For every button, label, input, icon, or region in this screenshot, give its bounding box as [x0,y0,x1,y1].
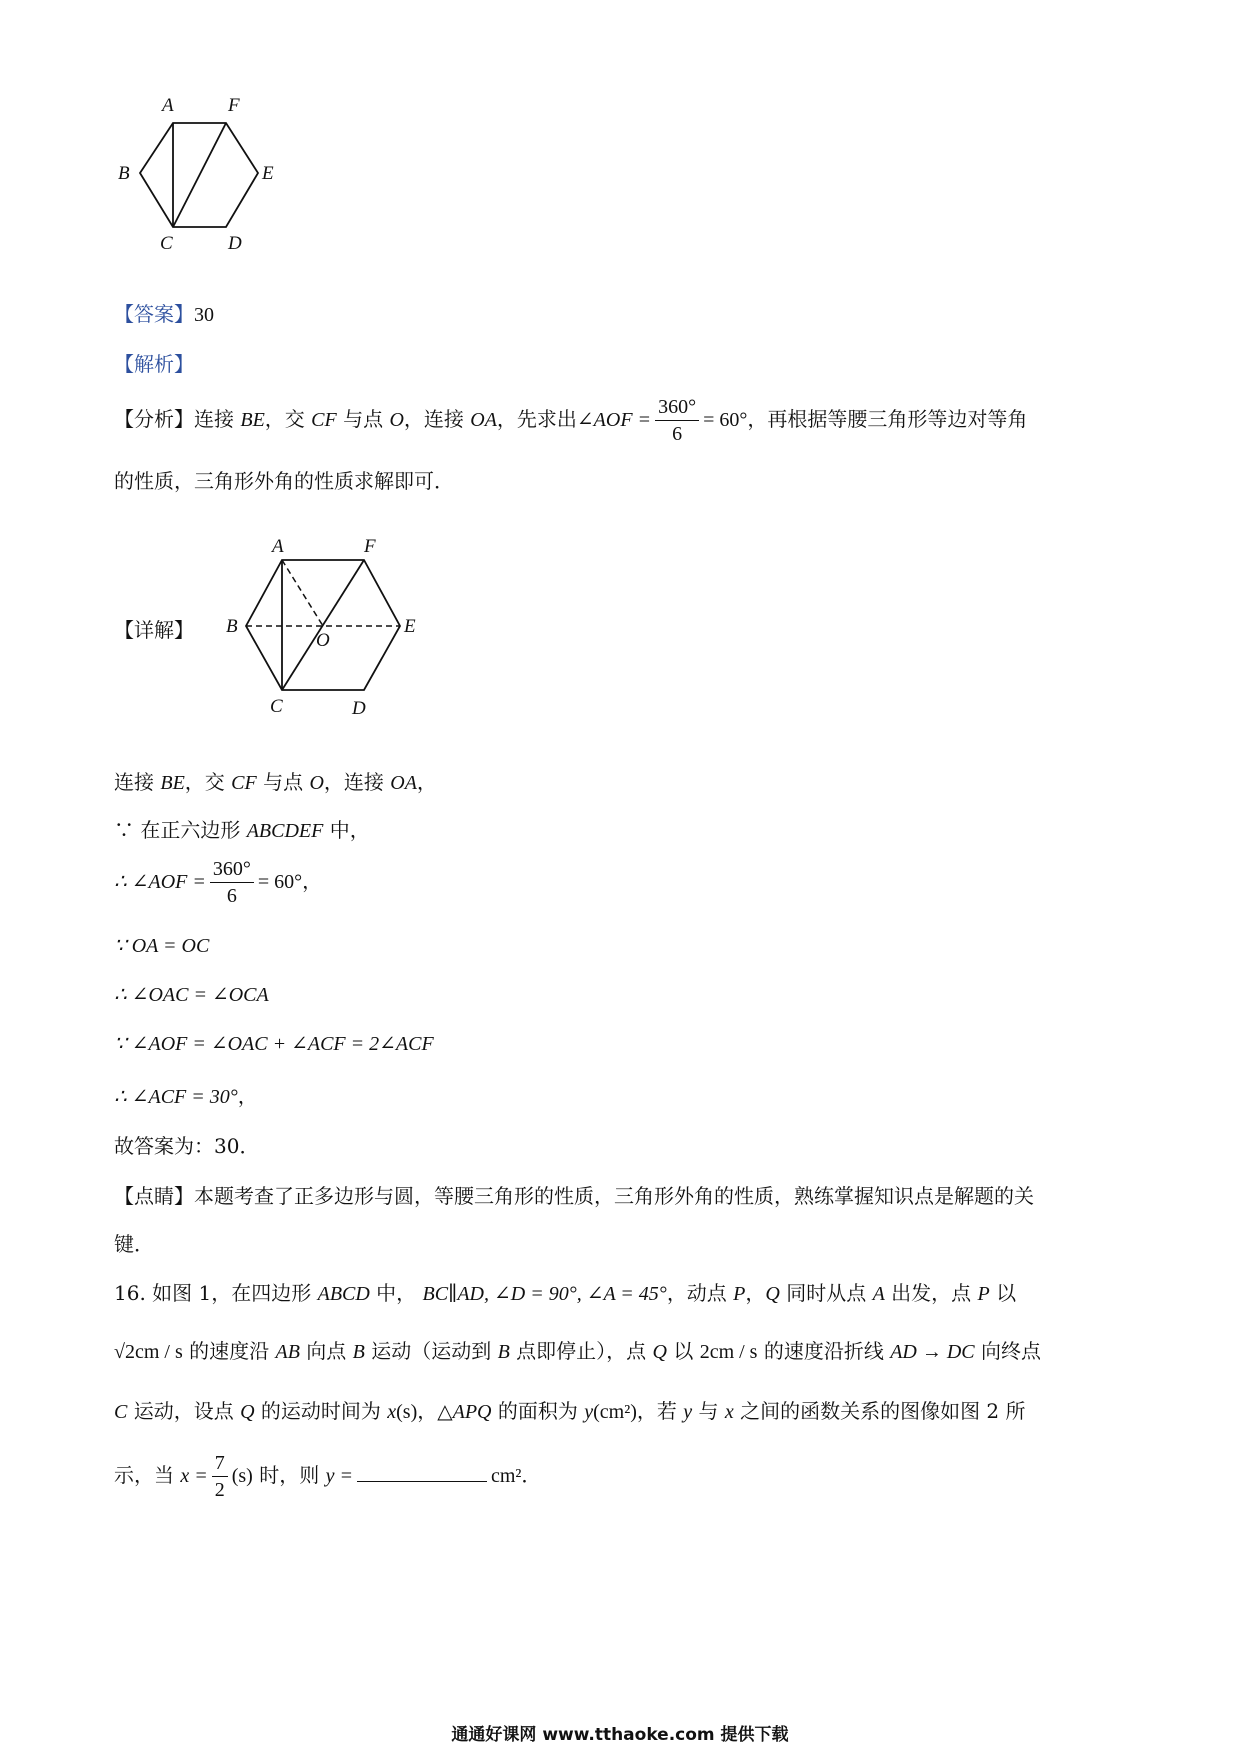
hexagon-figure-2 [220,538,430,718]
math: 2cm / s [699,1341,758,1363]
dianjing-line-1 [114,1180,1034,1209]
segment-cf [173,123,226,227]
text: 示，当 [114,1463,181,1487]
answer-line [114,298,214,327]
q16-line-1 [114,1277,1016,1306]
math: (s) [396,1401,418,1423]
text: 出发，点 [884,1281,978,1305]
text: ，连接 [323,770,391,794]
math: Q [652,1341,667,1363]
math: BC∥AD, ∠D = 90°, ∠A = 45° [422,1283,667,1305]
math: y = [325,1465,353,1487]
text: 向终点 [974,1339,1041,1363]
text: ， [417,1399,438,1423]
math: A [872,1283,885,1305]
text: ，连接 [403,407,471,431]
math: ∠AOF = [576,409,652,431]
fenxi-line-2: 的性质，三角形外角的性质求解即可． [114,469,454,493]
math: Q [765,1283,780,1305]
math: ∴ ∠AOF = [114,871,206,893]
math: P [733,1283,746,1305]
text: ，若 [636,1399,684,1423]
answer-blank[interactable] [357,1463,487,1482]
text: 连接 [114,770,161,794]
label-d: D [228,233,242,254]
math: ∴ ∠ACF = 30° [114,1086,238,1108]
numerator: 7 [212,1450,228,1477]
text: 同时从点 [779,1281,873,1305]
denominator: 2 [214,1479,225,1501]
text: ， [237,1084,258,1108]
text: 本题考查了正多边形与圆，等腰三角形的性质，三角形外角的性质，熟练掌握知识点是解题的关 [194,1184,1034,1208]
step-2 [114,814,370,843]
label-f: F [364,538,376,557]
fraction [212,1450,228,1503]
answer-value: 30 [194,304,214,326]
math: y [584,1401,594,1423]
text: ，动点 [666,1281,734,1305]
numerator: 360° [655,394,699,421]
math: P [977,1283,990,1305]
fenxi-line-1 [114,394,1027,447]
numerator: 360° [210,856,254,883]
fraction [210,856,254,909]
label-c: C [160,233,173,254]
math: BE [240,409,265,431]
text: 向点 [299,1339,353,1363]
text: ，再根据等腰三角形等边对等角 [747,407,1028,431]
text: 与 [692,1399,725,1423]
text: 的面积为 [491,1399,585,1423]
math: y [683,1401,693,1423]
math: AD → DC [890,1341,975,1363]
fraction [655,394,699,447]
detail-tag: 【详解】 [114,618,194,642]
math: x [387,1401,397,1423]
math: ABCDEF [246,820,324,842]
math: (s) [231,1465,253,1487]
denominator: 6 [226,885,237,907]
text: 以 [989,1281,1017,1305]
label-b: B [226,616,238,637]
label-e: E [404,616,416,637]
text: ， [416,770,437,794]
math: ABCD [317,1283,370,1305]
math: cm² [490,1465,522,1487]
label-c: C [270,696,283,717]
text: ∵ 在正六边形 [114,818,247,842]
math: B [497,1341,510,1363]
dianjing-tag: 【点睛】 [114,1184,194,1208]
step-4: ∵ OA = OC [114,935,210,957]
text: 的速度沿折线 [757,1339,891,1363]
label-o: O [316,630,330,651]
math: C [114,1401,128,1423]
text: 与点 [336,407,390,431]
text: ，先求出 [496,407,577,431]
label-e: E [262,163,274,184]
text: ，交 [264,407,312,431]
text: 中， [369,1281,423,1305]
text: 之间的函数关系的图像如图 2 所 [733,1399,1026,1423]
math: cm / s [134,1341,183,1363]
text: 时，则 [252,1463,326,1487]
text: 与点 [256,770,310,794]
text: 连接 [194,407,241,431]
text: 16. 如图 1，在四边形 [114,1281,318,1305]
math: x [724,1401,734,1423]
text: ， [745,1281,766,1305]
text: 的速度沿 [182,1339,276,1363]
q16-line-2 [114,1335,1041,1364]
fenxi-tag: 【分析】 [114,407,194,431]
math: CF [231,772,257,794]
math: = 60° [703,409,748,431]
text: 以 [666,1339,700,1363]
q16-line-3 [114,1395,1026,1424]
segment-ao-dashed [282,560,323,626]
text: 运动，设点 [127,1399,241,1423]
math: √2 [114,1341,135,1363]
math: BE [160,772,185,794]
hexagon-figure-1 [110,95,310,280]
step-5: ∴ ∠OAC = ∠OCA [114,984,269,1006]
math: OA [470,409,497,431]
math: O [309,772,324,794]
answer-tag: 【答案】 [114,302,194,326]
step-8: 故答案为：30． [114,1134,260,1158]
math: = 60° [257,871,303,893]
label-f: F [228,95,240,116]
text: ， [302,869,323,893]
page-footer: 通通好课网 www.tthaoke.com 提供下载 [451,1725,789,1745]
dianjing-line-2: 键． [114,1232,154,1256]
text: ． [521,1463,542,1487]
text: 的运动时间为 [254,1399,388,1423]
text: 中， [323,818,370,842]
math: (cm²) [593,1401,637,1423]
label-a: A [272,538,284,557]
q16-line-4 [114,1450,541,1503]
label-a: A [162,95,174,116]
text: 点即停止），点 [509,1339,653,1363]
denominator: 6 [672,423,683,445]
math: B [352,1341,365,1363]
step-3 [114,856,322,909]
math: AB [275,1341,300,1363]
math: CF [311,409,337,431]
step-7 [114,1080,258,1109]
text: 运动（运动到 [364,1339,498,1363]
analysis-tag: 【解析】 [114,352,194,376]
math: x = [180,1465,208,1487]
math: O [389,409,404,431]
math: Q [240,1401,255,1423]
text: ，交 [184,770,232,794]
step-6: ∵ ∠AOF = ∠OAC + ∠ACF = 2∠ACF [114,1033,434,1055]
math: OA [390,772,417,794]
math: △APQ [437,1401,492,1423]
label-d: D [352,698,366,718]
step-1 [114,766,437,795]
label-b: B [118,163,130,184]
